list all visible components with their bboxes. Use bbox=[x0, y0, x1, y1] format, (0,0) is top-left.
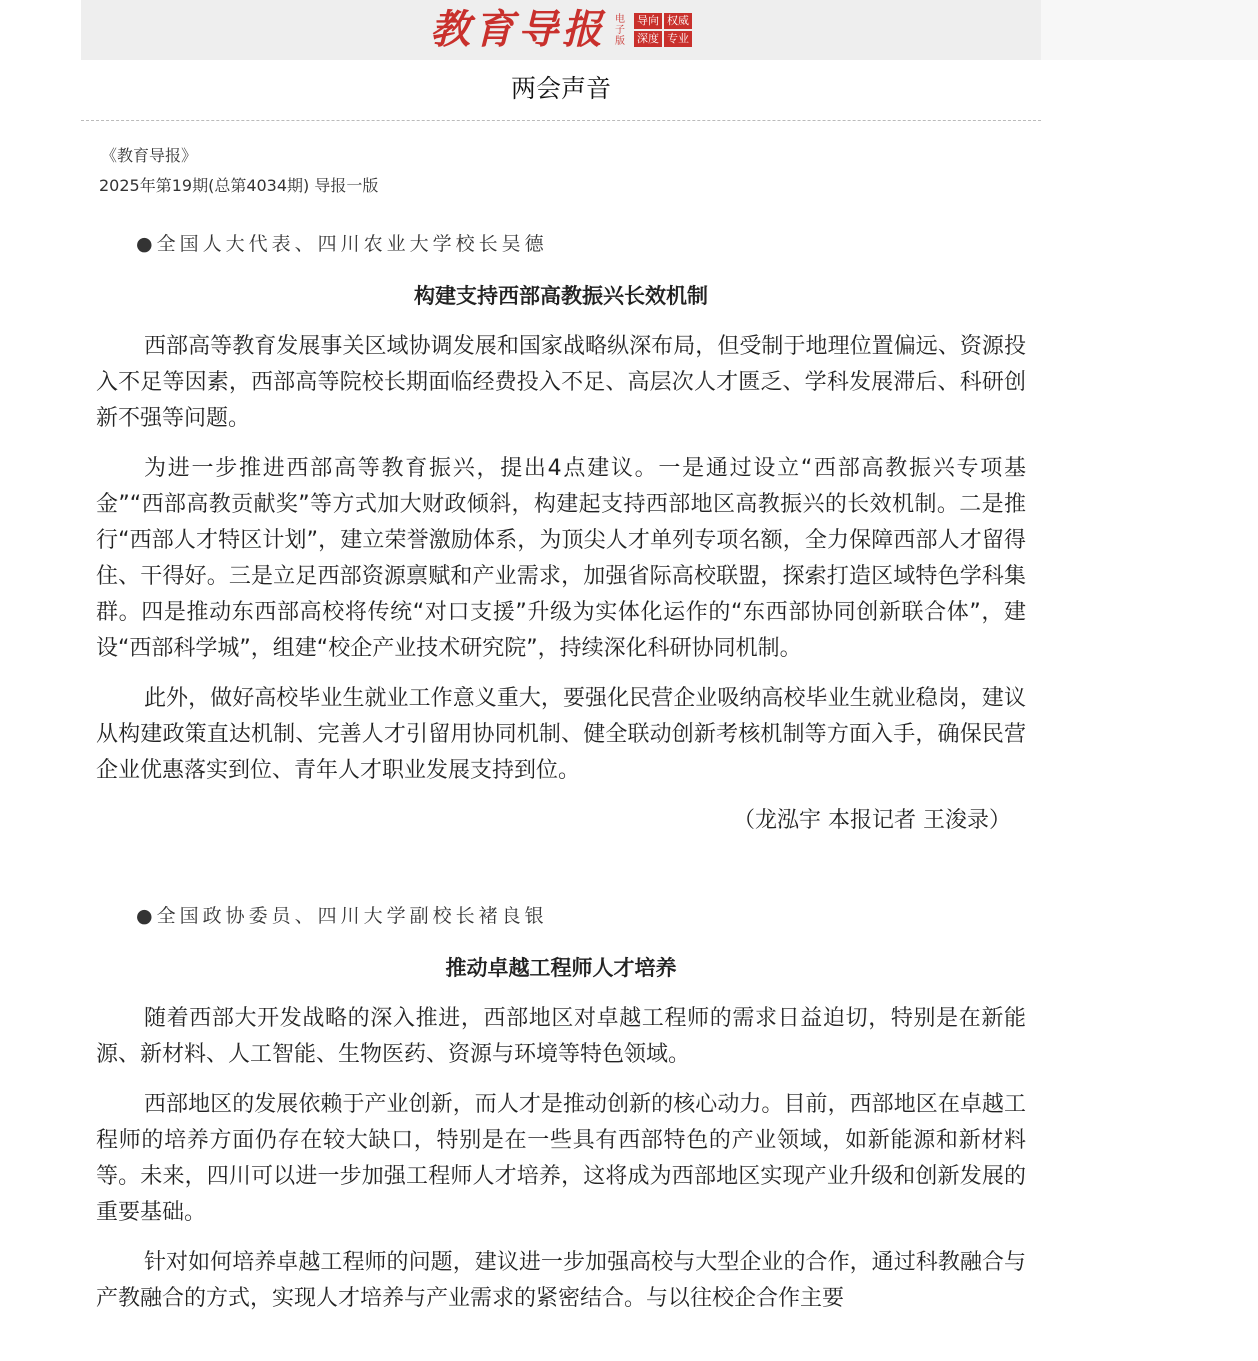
site-logo[interactable]: 教育导报 bbox=[430, 6, 606, 53]
article-list bbox=[81, 229, 1041, 1317]
masthead bbox=[81, 0, 1041, 60]
article bbox=[96, 229, 1026, 839]
masthead-tags bbox=[634, 13, 692, 47]
article-paragraph: 西部高等教育发展事关区域协调发展和国家战略纵深布局，但受制于地理位置偏远、资源投入不足等因素，西部高等院校长期面临经费投入不足、高层次人才匮乏、学科发展滞后、科研创新不强等问题。 bbox=[96, 334, 1026, 431]
article-paragraph: 为进一步推进西部高等教育振兴，提出4点建议。一是通过设立“西部高教振兴专项基金”“西部高教贡献奖”等方式加大财政倾斜，构建起支持西部地区高教振兴的长效机制。二是推行“西部人才特区计划”，建立荣誉激励体系，为顶尖人才单列专项名额，全力保障西部人才留得住、干得好。三是立足西部资源禀赋和产业需求，加强省际高校联盟，探索打造区域特色学科集群。四是推动东西部高校将传统“对口支援”升级为实体化运作的“东西部协同创新联合体”，建设“西部科学城”，组建“校企产业技术研究院”，持续深化科研协同机制。 bbox=[96, 456, 1026, 661]
article-paragraph: 针对如何培养卓越工程师的问题，建议进一步加强高校与大型企业的合作，通过科教融合与产教融合的方式，实现人才培养与产业需求的紧密结合。与以往校企合作主要 bbox=[96, 1250, 1026, 1311]
article-paragraph: 西部地区的发展依赖于产业创新，而人才是推动创新的核心动力。目前，西部地区在卓越工程师的培养方面仍存在较大缺口，特别是在一些具有西部特色的产业领域，如新能源和新材料等。未来，四川可以进一步加强工程师人才培养，这将成为西部地区实现产业升级和创新发展的重要基础。 bbox=[96, 1092, 1026, 1225]
article-headline: 构建支持西部高教振兴长效机制 bbox=[414, 284, 708, 308]
edition-label: 电子版 bbox=[615, 13, 625, 47]
section-title: 两会声音 bbox=[81, 60, 1041, 121]
article-paragraph: 随着西部大开发战略的深入推进，西部地区对卓越工程师的需求日益迫切，特别是在新能源、新材料、人工智能、生物医药、资源与环境等特色领域。 bbox=[96, 1006, 1026, 1067]
speaker-line: ●全国人大代表、四川农业大学校长吴德 bbox=[136, 233, 548, 255]
masthead-tag: 深度 bbox=[634, 31, 662, 47]
page bbox=[81, 0, 1041, 1331]
masthead-tag: 导向 bbox=[634, 13, 662, 29]
article bbox=[96, 901, 1026, 1317]
issue-info: 2025年第19期(总第4034期) 导报一版 bbox=[99, 176, 379, 195]
speaker-line: ●全国政协委员、四川大学副校长褚良银 bbox=[136, 905, 548, 927]
right-panel bbox=[1041, 0, 1258, 60]
article-credit: （龙泓宇 本报记者 王浚录） bbox=[733, 808, 1011, 833]
article-headline: 推动卓越工程师人才培养 bbox=[445, 956, 677, 980]
masthead-tag: 专业 bbox=[664, 31, 692, 47]
article-paragraph: 此外，做好高校毕业生就业工作意义重大，要强化民营企业吸纳高校毕业生就业稳岗，建议从构建政策直达机制、完善人才引留用协同机制、健全联动创新考核机制等方面入手，确保民营企业优惠落实到位、青年人才职业发展支持到位。 bbox=[96, 686, 1026, 783]
masthead-tag: 权威 bbox=[664, 13, 692, 29]
article-meta bbox=[81, 141, 1041, 201]
publication-name: 《教育导报》 bbox=[101, 146, 198, 165]
